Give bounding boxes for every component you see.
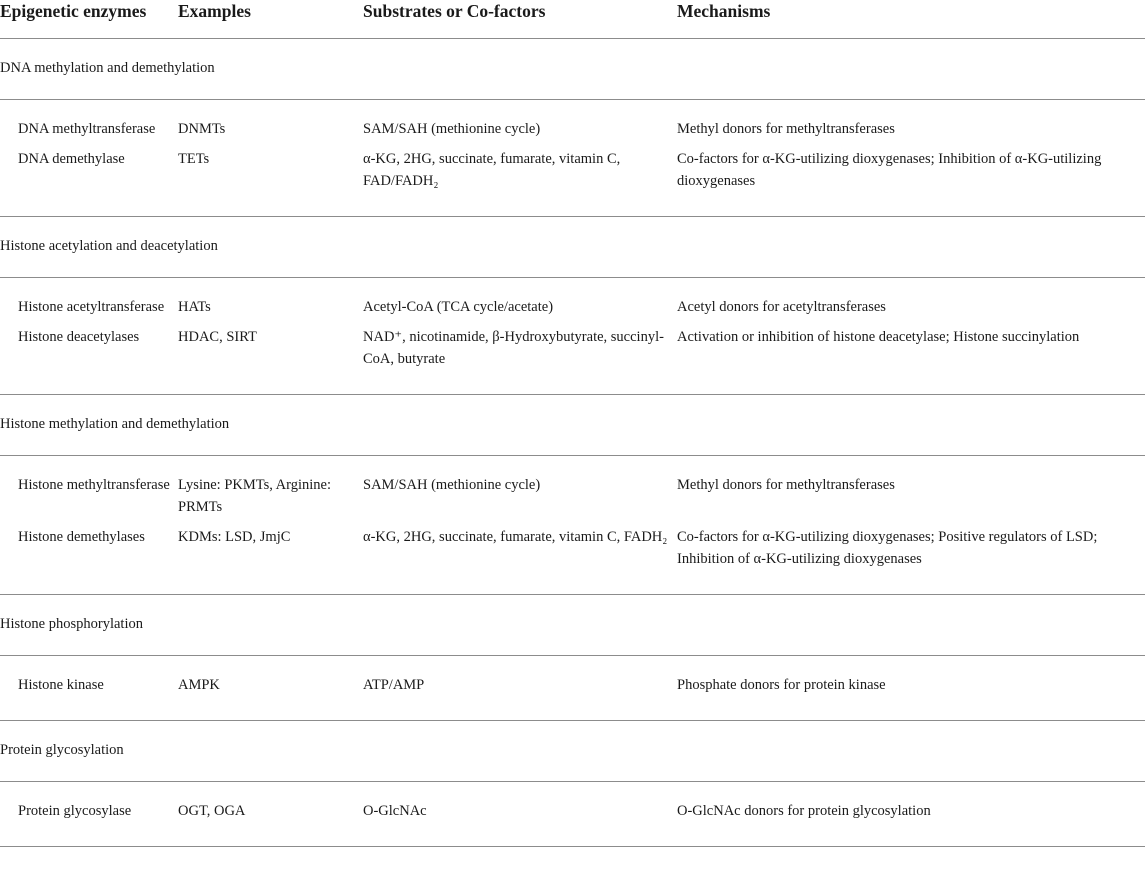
mechanisms-cell: Acetyl donors for acetyltransferases xyxy=(677,299,886,315)
examples-cell: KDMs: LSD, JmjC xyxy=(178,526,363,595)
enzyme-cell: Histone acetyltransferase xyxy=(18,299,165,315)
section-row xyxy=(0,595,1145,656)
enzyme-cell: DNA demethylase xyxy=(0,148,178,217)
table-row xyxy=(0,526,1145,595)
substrates-cell: SAM/SAH (methionine cycle) xyxy=(363,121,541,137)
substrates-cell: NAD⁺, nicotinamide, β-Hydroxybutyrate, succinyl-CoA, butyrate xyxy=(363,326,677,395)
section-title: Protein glycosylation xyxy=(0,721,1145,782)
table-row xyxy=(0,782,1145,847)
section-title: Histone acetylation and deacetylation xyxy=(0,217,1145,278)
mechanisms-cell: Phosphate donors for protein kinase xyxy=(677,656,1145,721)
enzyme-cell: Histone methyltransferase xyxy=(18,477,170,493)
examples-cell: TETs xyxy=(178,148,363,217)
table-header xyxy=(0,0,1145,39)
mechanisms-cell: O-GlcNAc donors for protein glycosylation xyxy=(677,782,1145,847)
substrates-cell: α-KG, 2HG, succinate, fumarate, vitamin C, FADH₂ xyxy=(363,526,677,595)
table-row xyxy=(0,656,1145,721)
enzyme-cell: Histone kinase xyxy=(0,656,178,721)
section-title: DNA methylation and demethylation xyxy=(0,39,1145,100)
header-mechanisms: Mechanisms xyxy=(677,0,1145,39)
examples-cell: HATs xyxy=(178,299,211,315)
mechanisms-cell: Methyl donors for methyltransferases xyxy=(677,477,895,493)
section-title: Histone methylation and demethylation xyxy=(0,395,1145,456)
enzyme-cell: DNA methyltransferase xyxy=(18,121,156,137)
examples-cell: DNMTs xyxy=(178,121,226,137)
examples-cell: HDAC, SIRT xyxy=(178,326,363,395)
enzyme-cell: Protein glycosylase xyxy=(0,782,178,847)
mechanisms-cell: Co-factors for α-KG-utilizing dioxygenases; Positive regulators of LSD; Inhibition of α-KG-utilizing dioxygenases xyxy=(677,526,1145,595)
substrates-cell: Acetyl-CoA (TCA cycle/acetate) xyxy=(363,299,554,315)
substrates-cell: ATP/AMP xyxy=(363,656,677,721)
header-enzymes: Epigenetic enzymes xyxy=(0,0,178,39)
examples-cell: Lysine: PKMTs, Arginine: PRMTs xyxy=(178,477,331,515)
substrates-cell: α-KG, 2HG, succinate, fumarate, vitamin C, FAD/FADH₂ xyxy=(363,148,677,217)
mechanisms-cell: Methyl donors for methyltransferases xyxy=(677,121,895,137)
enzyme-cell: Histone deacetylases xyxy=(0,326,178,395)
section-row xyxy=(0,217,1145,278)
table-row xyxy=(0,278,1145,327)
header-examples: Examples xyxy=(178,0,363,39)
examples-cell: AMPK xyxy=(178,656,363,721)
section-title: Histone phosphorylation xyxy=(0,595,1145,656)
table-row xyxy=(0,456,1145,527)
table-row xyxy=(0,326,1145,395)
section-row xyxy=(0,39,1145,100)
substrates-cell: SAM/SAH (methionine cycle) xyxy=(363,477,541,493)
table-row xyxy=(0,100,1145,149)
table-row xyxy=(0,148,1145,217)
mechanisms-cell: Activation or inhibition of histone deacetylase; Histone succinylation xyxy=(677,326,1145,395)
table-body xyxy=(0,39,1145,847)
section-row xyxy=(0,721,1145,782)
section-row xyxy=(0,395,1145,456)
header-substrates: Substrates or Co-factors xyxy=(363,0,677,39)
examples-cell: OGT, OGA xyxy=(178,782,363,847)
enzyme-cell: Histone demethylases xyxy=(0,526,178,595)
substrates-cell: O-GlcNAc xyxy=(363,782,677,847)
mechanisms-cell: Co-factors for α-KG-utilizing dioxygenases; Inhibition of α-KG-utilizing dioxygenases xyxy=(677,148,1145,217)
